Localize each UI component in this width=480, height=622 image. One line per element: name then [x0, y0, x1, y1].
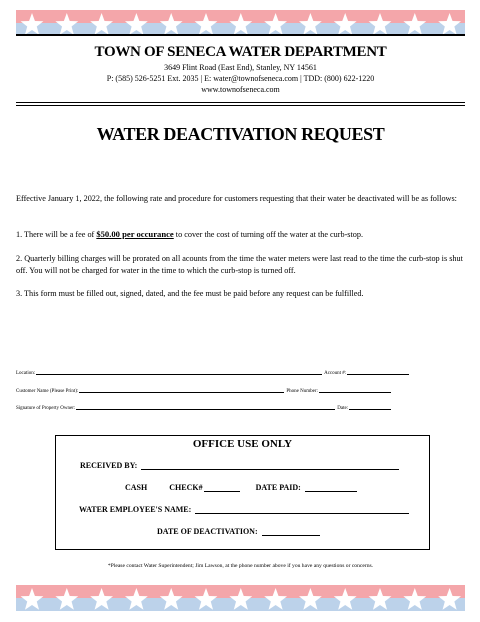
star-shape [438, 588, 461, 610]
customer-line [16, 389, 411, 394]
star-shape [195, 588, 218, 610]
star-shape [299, 588, 322, 610]
date-label: Date: [337, 406, 349, 411]
star-shape [369, 588, 392, 610]
phone-label: Phone Number: [286, 389, 318, 394]
customer-name-field[interactable] [79, 392, 284, 393]
cash-label: CASH [125, 483, 148, 492]
star-shape [125, 13, 148, 35]
star-shape [369, 13, 392, 35]
star-shape [195, 13, 218, 35]
star-shape [21, 588, 44, 610]
header-rule-bottom-1 [16, 102, 465, 103]
location-label: Location: [16, 371, 36, 376]
star-shape [264, 588, 287, 610]
star-shape [90, 13, 113, 35]
star-shape [403, 588, 426, 610]
star-shape [334, 13, 357, 35]
employee-name-label: WATER EMPLOYEE'S NAME: [79, 505, 192, 514]
star-shape [229, 588, 252, 610]
payment-row [125, 483, 357, 492]
item-2-paragraph: 2. Quarterly billing charges will be prorated on all acounts from the time the water meters were last read to the time the curb-stop is shut off. You will not be charged for water in the time to which the curb-stop is turned off. [16, 254, 463, 275]
date-field[interactable] [349, 409, 391, 410]
stars-stripes-banner-top [16, 10, 465, 36]
department-address: 3649 Flint Road (East End), Stanley, NY 14561 [164, 63, 317, 72]
star-shape [90, 588, 113, 610]
item-1-text-end: to cover the cost of turning off the water at the curb-stop. [173, 230, 363, 239]
employee-name-field[interactable] [195, 505, 409, 514]
employee-row [79, 505, 409, 514]
date-paid-label: DATE PAID: [255, 483, 301, 492]
signature-line [16, 406, 411, 411]
star-shape [229, 13, 252, 35]
received-by-row [80, 461, 399, 470]
star-shape [160, 588, 183, 610]
date-paid-field[interactable] [305, 483, 357, 492]
check-label: CHECK# [169, 483, 203, 492]
header-rule-bottom-2 [16, 105, 465, 106]
stars-stripes-banner-bottom [16, 585, 465, 611]
phone-field[interactable] [319, 392, 391, 393]
item-1-text-start: 1. There will be a fee of [16, 230, 97, 239]
footnote: *Please contact Water Superintendent; Jim Lawson, at the phone number above if you have any questions or concerns. [107, 563, 374, 569]
location-field[interactable] [36, 374, 322, 375]
document-title: WATER DEACTIVATION REQUEST [96, 124, 385, 144]
item-1-paragraph [16, 229, 468, 241]
star-shape [403, 13, 426, 35]
fee-amount: $50.00 per occurance [96, 229, 174, 239]
intro-paragraph: Effective January 1, 2022, the following rate and procedure for customers requesting that their water be deactivated will be as follows: [16, 194, 457, 203]
star-shape [334, 588, 357, 610]
star-shape [299, 13, 322, 35]
star-shape [125, 588, 148, 610]
office-use-title: OFFICE USE ONLY [192, 438, 293, 450]
star-shape [55, 588, 78, 610]
signature-field[interactable] [76, 409, 335, 410]
account-label: Account #: [324, 371, 347, 376]
star-shape [264, 13, 287, 35]
department-website: www.townofseneca.com [201, 85, 280, 94]
office-use-box [55, 435, 430, 550]
deactivation-row [157, 527, 320, 536]
item-3-paragraph: 3. This form must be filled out, signed, dated, and the fee must be paid before any request can be fulfilled. [16, 289, 364, 298]
received-by-label: RECEIVED BY: [80, 461, 138, 470]
account-field[interactable] [347, 374, 409, 375]
date-of-deactivation-label: DATE OF DEACTIVATION: [157, 527, 258, 536]
stars-icon [16, 10, 465, 36]
department-name: TOWN OF SENECA WATER DEPARTMENT [94, 44, 387, 60]
stars-icon [16, 585, 465, 611]
header-rule-top [16, 34, 465, 36]
date-of-deactivation-field[interactable] [262, 527, 320, 536]
star-shape [21, 13, 44, 35]
star-shape [160, 13, 183, 35]
star-shape [438, 13, 461, 35]
check-number-field[interactable] [204, 483, 240, 492]
department-contact: P: (585) 526-5251 Ext. 2035 | E: water@townofseneca.com | TDD: (800) 622-1220 [106, 74, 375, 83]
star-shape [55, 13, 78, 35]
location-line [16, 371, 411, 376]
signature-label: Signature of Property Owner: [16, 406, 76, 411]
customer-name-label: Customer Name (Please Print): [16, 389, 79, 394]
received-by-field[interactable] [141, 461, 399, 470]
